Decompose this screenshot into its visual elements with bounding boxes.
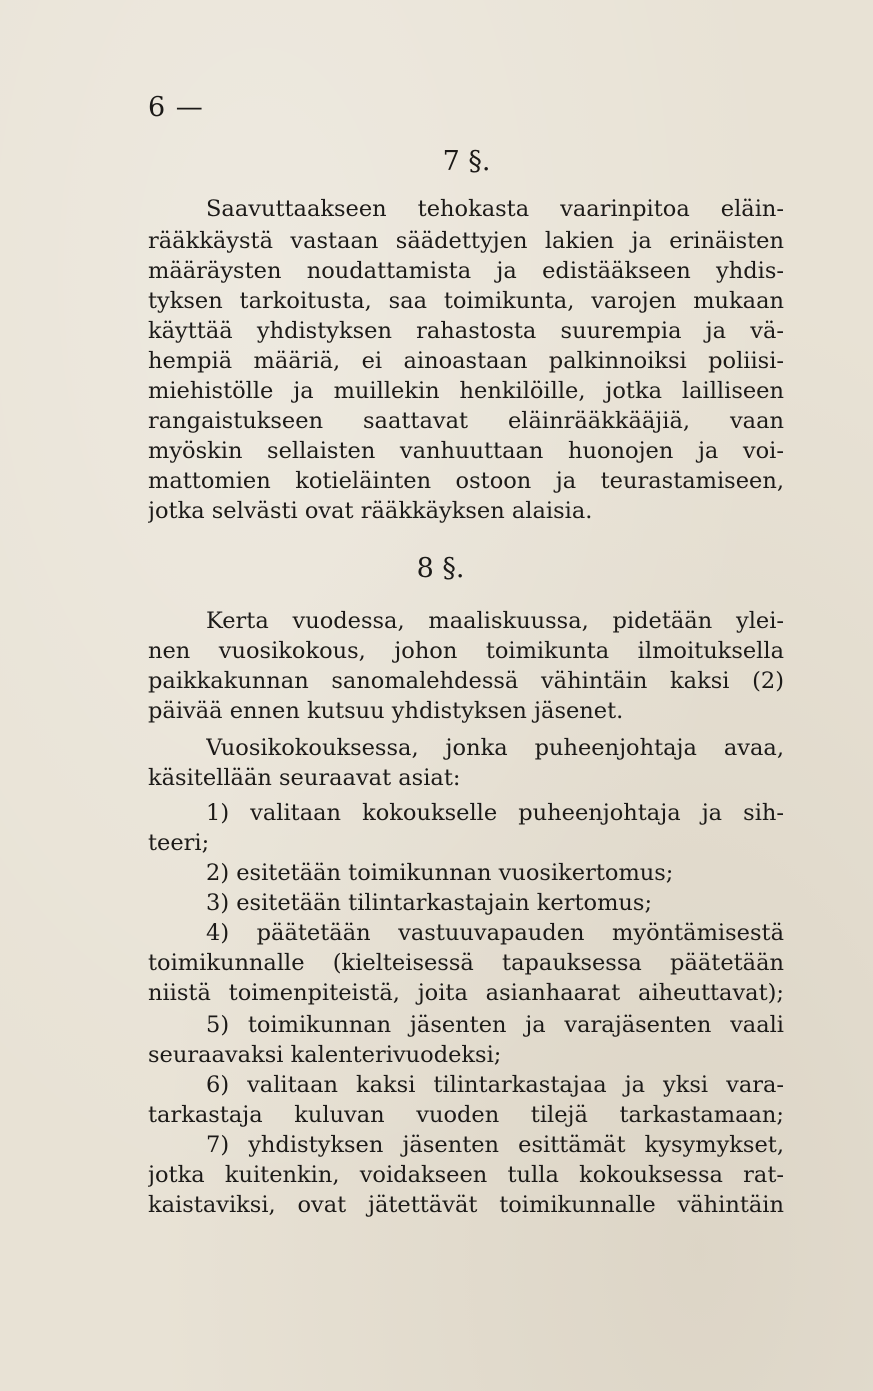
- section-8-list-item: 4) päätetään vastuuvapauden myöntämisestä: [206, 920, 784, 946]
- section-8-heading: 8 §.: [416, 553, 465, 584]
- section-7-line: miehistölle ja muillekin henkilöille, jotka lailliseen: [148, 378, 784, 404]
- section-8-list-item: 2) esitetään toimikunnan vuosikertomus;: [206, 860, 674, 886]
- section-8-list-item: 6) valitaan kaksi tilintarkastajaa ja yksi vara-: [206, 1072, 784, 1098]
- section-8-list-item: jotka kuitenkin, voidakseen tulla kokouksessa rat-: [148, 1162, 784, 1188]
- section-8-list-item: 7) yhdistyksen jäsenten esittämät kysymykset,: [206, 1132, 784, 1158]
- section-8-line: Vuosikokouksessa, jonka puheenjohtaja avaa,: [206, 735, 784, 761]
- section-8-list-item: tarkastaja kuluvan vuoden tilejä tarkastamaan;: [148, 1102, 784, 1128]
- section-7-line: Saavuttaakseen tehokasta vaarinpitoa eläin-: [206, 196, 784, 222]
- page-number: 6 —: [148, 92, 204, 123]
- section-7-line: mattomien kotieläinten ostoon ja teurastamiseen,: [148, 468, 784, 494]
- section-8-list-item: 1) valitaan kokoukselle puheenjohtaja ja sih-: [206, 800, 784, 826]
- section-7-line: rääkkäystä vastaan säädettyjen lakien ja erinäisten: [148, 228, 784, 254]
- section-7-line: tyksen tarkoitusta, saa toimikunta, varojen mukaan: [148, 288, 784, 314]
- section-7-line: myöskin sellaisten vanhuuttaan huonojen ja voi-: [148, 438, 784, 464]
- section-8-line: käsitellään seuraavat asiat:: [148, 765, 461, 791]
- section-8-list-item: 5) toimikunnan jäsenten ja varajäsenten vaali: [206, 1012, 784, 1038]
- section-8-line: päivää ennen kutsuu yhdistyksen jäsenet.: [148, 698, 624, 724]
- section-8-list-item: niistä toimenpiteistä, joita asianhaarat aiheuttavat);: [148, 980, 784, 1006]
- section-7-line: jotka selvästi ovat rääkkäyksen alaisia.: [148, 498, 593, 524]
- section-8-list-item: seuraavaksi kalenterivuodeksi;: [148, 1042, 502, 1068]
- section-8-line: Kerta vuodessa, maaliskuussa, pidetään ylei-: [206, 608, 784, 634]
- section-7-heading: 7 §.: [442, 146, 491, 177]
- section-8-list-item: teeri;: [148, 830, 210, 856]
- section-8-list-item: kaistaviksi, ovat jätettävät toimikunnalle vähintäin: [148, 1192, 784, 1218]
- section-7-line: hempiä määriä, ei ainoastaan palkinnoiksi poliisi-: [148, 348, 784, 374]
- section-8-line: nen vuosikokous, johon toimikunta ilmoituksella: [148, 638, 784, 664]
- section-7-line: käyttää yhdistyksen rahastosta suurempia ja vä-: [148, 318, 784, 344]
- section-7-line: rangaistukseen saattavat eläinrääkkääjiä, vaan: [148, 408, 784, 434]
- section-7-line: määräysten noudattamista ja edistääkseen yhdis-: [148, 258, 784, 284]
- section-8-list-item: toimikunnalle (kielteisessä tapauksessa päätetään: [148, 950, 784, 976]
- section-8-list-item: 3) esitetään tilintarkastajain kertomus;: [206, 890, 653, 916]
- section-8-line: paikkakunnan sanomalehdessä vähintäin kaksi (2): [148, 668, 784, 694]
